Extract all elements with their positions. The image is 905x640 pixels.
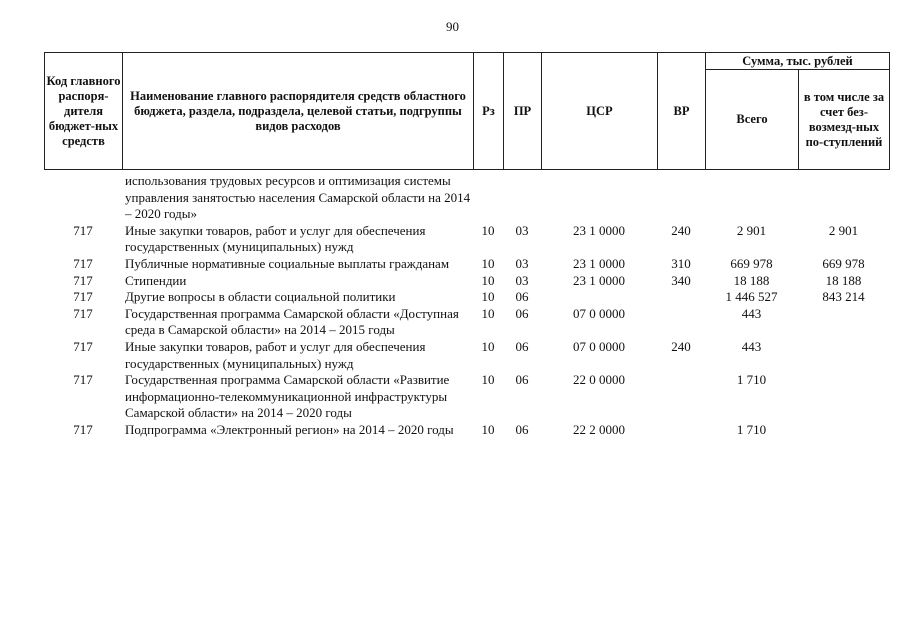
- cell-code: 717: [73, 372, 93, 388]
- cell-pr: 03: [515, 222, 529, 238]
- cell-total: 443: [741, 305, 762, 321]
- cell-name: Подпрограмма «Электронный регион» на 2014 – 2020 годы: [125, 421, 454, 437]
- cell-code: 717: [73, 305, 93, 321]
- cell-csr: [541, 173, 657, 223]
- page-number: 90: [446, 19, 459, 34]
- cell-vr: [657, 306, 705, 339]
- cell-name: Иные закупки товаров, работ и услуг для обеспечения государственных (муниципальных) нужд: [125, 222, 426, 255]
- cell-incl: [798, 339, 889, 372]
- cell-incl: [798, 306, 889, 339]
- cell-incl: 18 188: [825, 272, 862, 288]
- cell-vr: 310: [671, 255, 691, 271]
- cell-total: 1 710: [736, 372, 767, 388]
- cell-vr: [657, 173, 705, 223]
- cell-rz: 10: [481, 289, 495, 305]
- cell-total: 2 901: [736, 222, 767, 238]
- header-pr: ПР: [504, 53, 542, 170]
- cell-incl: 669 978: [822, 255, 865, 271]
- cell-code: 717: [73, 222, 93, 238]
- cell-vr: [657, 289, 705, 306]
- cell-code: [44, 173, 122, 223]
- cell-pr: 06: [515, 372, 529, 388]
- header-sum: Сумма, тыс. рублей: [706, 53, 890, 70]
- cell-csr: 23 1 0000: [573, 255, 625, 271]
- table-row: [44, 339, 889, 372]
- header-csr: ЦСР: [542, 53, 658, 170]
- table-row: [44, 223, 889, 256]
- table-row: [44, 273, 889, 290]
- cell-rz: 10: [481, 305, 495, 321]
- cell-rz: 10: [481, 272, 495, 288]
- cell-incl: [798, 422, 889, 439]
- cell-rz: 10: [481, 222, 495, 238]
- cell-name: Иные закупки товаров, работ и услуг для обеспечения государственных (муниципальных) нужд: [125, 338, 426, 371]
- table-header: [44, 52, 890, 170]
- cell-name: Стипендии: [125, 272, 187, 288]
- cell-name: Государственная программа Самарской области «Развитие информационно-телекоммуникационной инфраструктуры Самарской области» на 2014 – 2020 годы: [125, 372, 450, 421]
- cell-csr: 23 1 0000: [573, 272, 625, 288]
- cell-name: Публичные нормативные социальные выплаты гражданам: [125, 255, 450, 271]
- cell-code: 717: [73, 272, 93, 288]
- cell-pr: 03: [515, 272, 529, 288]
- cell-vr: 340: [671, 272, 691, 288]
- cell-incl: 2 901: [828, 222, 859, 238]
- cell-rz: 10: [481, 255, 495, 271]
- cell-name: использования трудовых ресурсов и оптимизация системы управления занятостью населения Самарской области на 2014 – 2020 годы»: [125, 173, 471, 222]
- cell-code: 717: [73, 421, 93, 437]
- cell-csr: 23 1 0000: [573, 222, 625, 238]
- cell-name: Другие вопросы в области социальной политики: [125, 289, 396, 305]
- cell-total: 1 446 527: [725, 289, 778, 305]
- cell-code: 717: [73, 338, 93, 354]
- cell-vr: 240: [671, 338, 691, 354]
- cell-csr: 07 0 0000: [573, 305, 625, 321]
- cell-pr: 06: [515, 421, 529, 437]
- header-rz: Рз: [474, 53, 504, 170]
- header-incl: в том числе за счет без-возмезд-ных по-ступлений: [799, 70, 890, 170]
- table-row: [44, 289, 889, 306]
- cell-pr: [503, 173, 541, 223]
- cell-vr: [657, 372, 705, 422]
- cell-incl: 843 214: [822, 289, 865, 305]
- table-row: [44, 256, 889, 273]
- cell-total: 1 710: [736, 421, 767, 437]
- cell-pr: 06: [515, 338, 529, 354]
- cell-rz: [473, 173, 503, 223]
- cell-rz: 10: [481, 421, 495, 437]
- cell-code: 717: [73, 289, 93, 305]
- budget-table-body: [44, 173, 889, 439]
- cell-total: [705, 173, 798, 223]
- header-name: Наименование главного распорядителя средств областного бюджета, раздела, подраздела, целевой статьи, подгруппы видов расходов: [123, 53, 474, 170]
- cell-pr: 03: [515, 255, 529, 271]
- cell-total: 443: [741, 338, 762, 354]
- cell-pr: 06: [515, 305, 529, 321]
- cell-csr: 22 2 0000: [573, 421, 625, 437]
- cell-incl: [798, 372, 889, 422]
- cell-total: 18 188: [733, 272, 770, 288]
- table-row: [44, 372, 889, 422]
- table-row: [44, 422, 889, 439]
- cell-name: Государственная программа Самарской области «Доступная среда в Самарской области» на 2014 – 2015 годы: [125, 305, 459, 338]
- table-row: [44, 306, 889, 339]
- header-total: Всего: [706, 70, 799, 170]
- cell-csr: 22 0 0000: [573, 372, 625, 388]
- cell-code: 717: [73, 255, 93, 271]
- table-row: [44, 173, 889, 223]
- cell-csr: 07 0 0000: [573, 338, 625, 354]
- header-code: Код главного распоря-дителя бюджет-ных средств: [45, 53, 123, 170]
- header-vr: ВР: [658, 53, 706, 170]
- cell-vr: 240: [671, 222, 691, 238]
- cell-vr: [657, 422, 705, 439]
- cell-csr: [541, 289, 657, 306]
- cell-rz: 10: [481, 372, 495, 388]
- cell-rz: 10: [481, 338, 495, 354]
- cell-total: 669 978: [730, 255, 773, 271]
- cell-pr: 06: [515, 289, 529, 305]
- cell-incl: [798, 173, 889, 223]
